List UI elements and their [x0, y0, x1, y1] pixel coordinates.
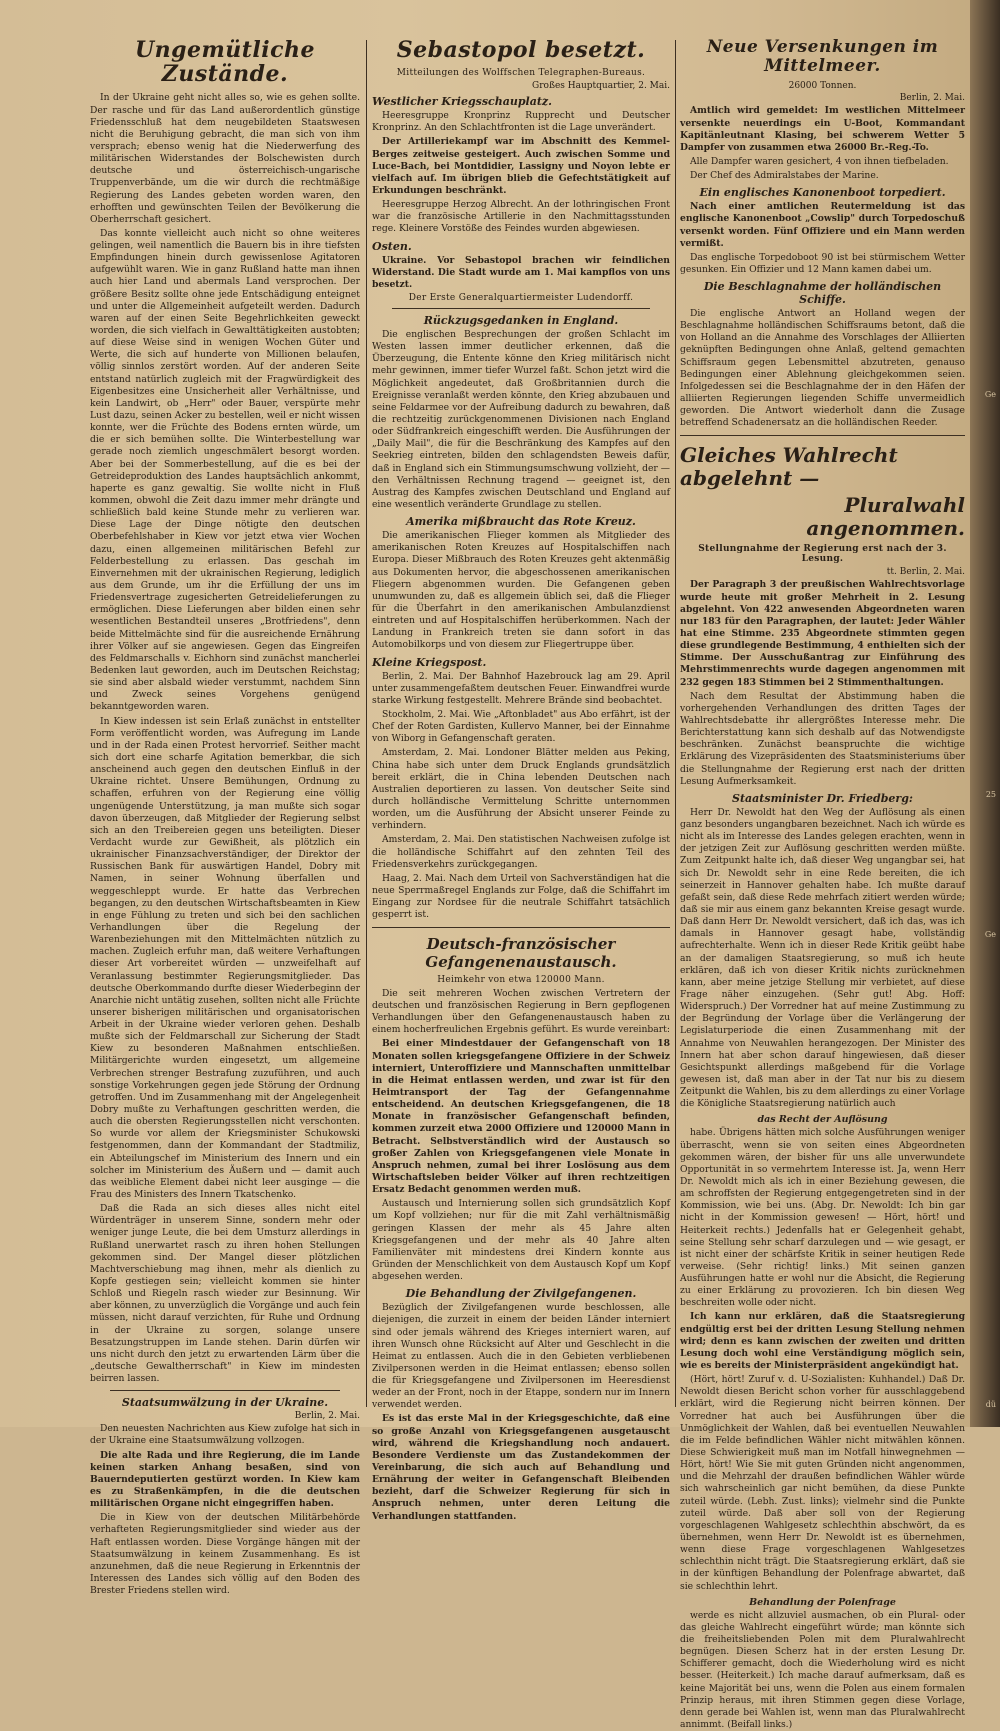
signature: Der Erste Generalquartiermeister Ludendorff. — [408, 293, 634, 304]
subheadline: Heimkehr von etwa 120000 Mann. — [437, 974, 605, 985]
section-title-polenfrage: Behandlung der Polenfrage — [749, 1596, 896, 1608]
article-paragraph: Herr Dr. Newoldt hat den Weg der Auflösung als einen ganz besonders ungangbaren bezeichnet. Nach ich würde es nicht als im Interesse des Landes gelegen erachten, wenn in der jetzigen Zeit zur Auflösung geschritten werden müßte. Zum Zeitpunkt halte ich, daß dieser Weg ungangbar sei, hat sich Dr. Newoldt sehr in eine Rede bereiten, die ich seinerzeit in Hannover gehalten habe. Ich mußte darauf gefaßt sein, daß diese Rede mehrfach zitiert werden würde; daß sie mir aus einem ganz bekannten Kreise gesagt wurde. Daß dann Herr Dr. Newoldt versichert, daß ich das, was ich damals in Hannover gesagt habe, vollständig aufrechterhalte. Wenn ich in dieser Rede Kritik geübt habe an der damaligen Staatsregierung, so muß ich heute erklären, daß ich von dieser Kritik nichts zurücknehmen kann, aber meine jetzige Stellung mir verbietet, auf diese Frage näher einzugehen. (Sehr gut! Abg. Hoff: Widerspruch.) Der Vorredner hat auf meine Zustimmung zu der Begründung der Vorlage über die Verlängerung der Legislaturperiode die einen Zusammenhang mit der Annahme von Neuwahlen herangezogen. Der Minister des Innern hat aber schon darauf hingewiesen, daß dieser Gesichtspunkt allerdings maßgebend für die Vorlage gewesen ist, daß man aber in der Tat nur bis zu diesem Zeitpunkt die Wahlen, bis zu dem allerdings zu einer Vorlage die Königliche Staatsregierung natürlich auch — [680, 806, 965, 1110]
edge-label: Ge — [984, 930, 996, 939]
article-paragraph: Daß die Rada an sich dieses alles nicht eitel Würdenträger in unserem Sinne, sondern mehr oder weniger junge Leute, die bei dem Umsturz allerdings in Rußland unerwartet rasch zu ihren hohen Stellungen gekommen sind. Der Mangel dieser plötzlichen Machtverschiebung mag ihnen, mehr als dienlich zu Kopfe gestiegen sein; vielleicht kommen sie hinter Schloß und Riegeln rasch wieder zur Besinnung. Wir aber können, zu unverzüglich die Vorgänge und auch fein müssen, nicht darauf verzichten, für Ruhe und Ordnung in der Ukraine zu sorgen, solange unsere Besatzungstruppen im Lande stehen. Darin dürfen wir uns nicht durch den jetzt zu erwartenden Lärm über die „deutsche Gewaltherrschaft" in Kiew im mindesten beirren lassen. — [90, 1203, 360, 1385]
section-title-rotes-kreuz: Amerika mißbraucht das Rote Kreuz. — [406, 515, 636, 529]
article-paragraph: Das konnte vielleicht auch nicht so ohne weiteres gelingen, weil namentlich die Bauern bis in ihre tiefsten Empfindungen hinein durch gewissenlose Agitatoren aufgewühlt waren. Wie in ganz Rußland hatte man ihnen auch hier Land und abermals Land versprochen. Der größere Besitz sollte ohne jede Entschädigung enteignet und unter die Allgemeinheit aufgeteilt werden. Dadurch waren auf der einen Seite Begehrlichkeiten geweckt worden, die sich vielfach in Gewalttätigkeiten austobten; auf diese Weise sind in wenigen Wochen Güter und Werte, die sich auf hunderte von Millionen belaufen, völlig sinnlos zerstört worden. Auf der anderen Seite entstand natürlich zugleich mit der Fragwürdigkeit des Eigenbesitzes eine Unsicherheit aller Verhältnisse, und kein Landwirt, ob „Herr" oder Bauer, verspürte mehr Lust dazu, seinen Acker zu bestellen, weil er nicht wissen konnte, wer die Früchte des Bodens ernten würde, um die er sich bemühen sollte. Die Winterbestellung war gerade noch ziemlich ungeschmälert besorgt worden. Aber bei der Sommerbestellung, auf die es bei der Getreideproduktion des Landes hauptsächlich ankommt, haperte es ganz gewaltig. Sie wollte nicht in Fluß kommen, obwohl die Zeit dazu immer mehr drängte und schließlich bald keine Stunde mehr zu verlieren war. Diese Lage der Dinge nötigte den deutschen Oberbefehlshaber in Kiew vor jetzt etwa vier Wochen dazu, einen allgemeinen militärischen Befehl zur Felderbestellung zu erlassen. Das geschah im Einvernehmen mit der ukrainischen Regierung, lediglich aus dem Grunde, um ihr die Erfüllung der uns im Friedensvertrage zugesicherten Getreidelieferungen zu ermöglichen. Diese Lieferungen aber bilden einen sehr wesentlichen Bestandteil unseres „Brotfriedens", denn beide Mittelmächte sind für die ausreichende Ernährung ihrer Völker auf sie angewiesen. Gegen das Eingreifen des Feldmarschalls v. Eichhorn sind zunächst mancherlei Bedenken laut geworden, auch im Deutschen Reichstag; sie sind aber alsbald wieder verstummt, nachdem Sinn und Zweck seines Vorgehens genügend bekanntgeworden waren. — [90, 227, 360, 713]
edge-label: dü — [985, 1400, 996, 1409]
article-paragraph: Ukraine. Vor Sebastopol brachen wir feindlichen Widerstand. Die Stadt wurde am 1. Mai kampflos von uns besetzt. — [372, 254, 670, 290]
dateline: tt. Berlin, 2. Mai. — [886, 567, 965, 578]
article-paragraph: Heeresgruppe Herzog Albrecht. An der lothringischen Front war die französische Artillerie in den Nachmittagsstunden rege. Kleinere Vorstöße des Feindes wurden abgewiesen. — [372, 199, 670, 235]
article-paragraph: Amsterdam, 2. Mai. Londoner Blätter melden aus Peking, China habe sich unter dem Druck Englands grundsätzlich bereit erklärt, die in China lebenden Deutschen nach Australien deportieren zu lassen. Von deutscher Seite sind durch holländische Vermittelung Schritte unternommen worden, um die Ausführung der Absicht unserer Feinde zu verhindern. — [372, 747, 670, 832]
article-paragraph: Stockholm, 2. Mai. Wie „Aftonbladet" aus Abo erfährt, ist der Chef der Roten Gardisten, Kullervo Manner, bei der Einnahme von Wiborg in Gefangenschaft geraten. — [372, 708, 670, 745]
article-paragraph: Bezüglich der Zivilgefangenen wurde beschlossen, alle diejenigen, die zurzeit in einem der beiden Länder interniert sind oder jemals während des Krieges interniert waren, auf ihren Wunsch ohne Rücksicht auf Alter und Geschlecht in die Heimat zu entlassen. Auch die in den Gebieten verbliebenen Zivilpersonen werden in die Heimat entlassen; ebenso sollen die für Kriegsgefangene und Zivilpersonen im Heeresdienst weder an der Front, noch in der Etappe, sondern nur im Innern verwendet werden. — [372, 1302, 670, 1411]
column-2 — [372, 37, 670, 1522]
headline-versenkungen: Neue Versenkungen im Mittelmeer. — [706, 37, 939, 76]
section-title-aufloesung: das Recht der Auflösung — [757, 1114, 888, 1126]
article-paragraph: Berlin, 2. Mai. Der Bahnhof Hazebrouck lag am 29. April unter zusammengefaßtem deutschen Feuer. Einwandfrei wurde starke Wirkung festgestellt. Mehrere Brände sind beobachtet. — [372, 670, 670, 706]
headline-wahlrecht-2: Pluralwahl angenommen. — [806, 493, 965, 541]
edge-label: 25 — [985, 790, 996, 799]
section-title-staatsumwaelzung: Staatsumwälzung in der Ukraine. — [121, 1396, 329, 1410]
headline-wahlrecht-1: Gleiches Wahlrecht abgelehnt — — [680, 443, 898, 491]
article-paragraph: werde es nicht allzuviel ausmachen, ob ein Plural- oder das gleiche Wahlrecht eingeführt würde; man könnte sich die freiheitsliebenden Polen mit dem Pluralwahlrecht begnügen. Diesen Scherz hat in der ersten Lesung Dr. Schifferer gemacht, doch die Wiederholung wird es nicht besser. (Heiterkeit.) Ich mache darauf aufmerksam, daß es keine Majorität bei uns, wenn die Polen aus einem formalen Prinzip heraus, mit ihren Stimmen gegen diese Vorlage, denn gerade bei Wahlen ist, wenn man das Pluralwahlrecht annimmt. (Beifall links.) — [680, 1609, 965, 1730]
headline-ukraine: Ungemütliche Zustände. — [134, 37, 316, 88]
article-paragraph: Ich kann nur erklären, daß die Staatsregierung endgültig erst bei der dritten Lesung Stellung nehmen wird; denn es kann zwischen der zweiten und dritten Lesung doch wohl eine Verständigung möglich sein, wie es bereits der Ministerpräsident angekündigt hat. — [680, 1311, 965, 1372]
section-title-rueckzug: Rückzugsgedanken in England. — [423, 314, 619, 328]
article-paragraph: Die amerikanischen Flieger kommen als Mitglieder des amerikanischen Roten Kreuzes auf Hospitalschiffen nach Europa. Dieser Mißbrauch des Roten Kreuzes geht aktenmäßig aus Dokumenten hervor, die abgeschossenen amerikanischen Fliegern abgenommen wurden. Die Gefangenen geben unumwunden zu, daß es allgemein üblich sei, daß die Flieger für die Überfahrt in den amerikanischen Ambulanzdienst eintreten und auf Hospitalschiffen herüberkommen. Nach der Landung in Frankreich treten sie dann sofort in das Automobilkorps und von diesem zur Fliegertruppe über. — [372, 530, 670, 651]
dateline: Berlin, 2. Mai. — [294, 1411, 360, 1422]
section-title-friedberg: Staatsminister Dr. Friedberg: — [732, 791, 913, 805]
column-rule — [675, 40, 676, 1407]
article-paragraph: Amtlich wird gemeldet: Im westlichen Mittelmeer versenkte neuerdings ein U-Boot, Kommandant Kapitänleutnant Klasing, bei schwerem Wetter 5 Dampfer von zusammen etwa 26000 Br.-Reg.-To. — [680, 105, 965, 153]
separator — [372, 927, 670, 928]
article-paragraph: Amsterdam, 2. Mai. Den statistischen Nachweisen zufolge ist die holländische Schiffahrt auf den zehnten Teil des Friedensverkehrs zurückgegangen. — [372, 834, 670, 870]
section-title-osten: Osten. — [372, 239, 412, 253]
headline-gefangenenaustausch: Deutsch-französischer Gefangenenaustausch. — [425, 935, 617, 971]
section-title-kriegspost: Kleine Kriegspost. — [372, 655, 487, 669]
article-paragraph: Heeresgruppe Kronprinz Rupprecht und Deutscher Kronprinz. An den Schlachtfronten ist die Lage unverändert. — [372, 110, 670, 134]
article-paragraph: habe. Übrigens hätten mich solche Ausführungen weniger überrascht, wenn sie von seiten eines Abgeordneten gekommen wären, der bisher für uns alle unverwundete Opportunität in so vermehrtem Interesse ist. Ja, wenn Herr Dr. Newoldt mich als ich in einer Beziehung gewesen, die am schroffsten der Regierung entgegengetreten sind in der Kommission, wie bei uns. (Abg. Dr. Newoldt: Ich bin gar nicht in der Kommission gewesen! — Hört, hört! und Heiterkeit rechts.) Jedenfalls hat er Gelegenheit gehabt, seine Stellung sehr scharf darzulegen und — wie gesagt, er ist nicht einer der schärfste Kritik in seiner heutigen Rede verweise. (Sehr richtig! links.) Mit seinen ganzen Ausführungen hatte er wohl nur die Absicht, die Regierung zu einer Erklärung zu provozieren. Ich bin diesen Weg beschreiten wolle oder nicht. — [680, 1127, 965, 1309]
article-paragraph: Die alte Rada und ihre Regierung, die im Lande keinen starken Anhang besaßen, sind von Bauerndeputierten gestürzt worden. In Kiew kam es zu Straßenkämpfen, in die die deutschen militärischen Organe nicht eingegriffen haben. — [90, 1449, 360, 1510]
headline-sebastopol: Sebastopol besetzt. — [396, 37, 646, 63]
article-paragraph: Den neuesten Nachrichten aus Kiew zufolge hat sich in der Ukraine eine Staatsumwälzung vollzogen. — [90, 1423, 360, 1447]
article-paragraph: Das englische Torpedoboot 90 ist bei stürmischem Wetter gesunken. Ein Offizier und 12 Mann kamen dabei um. — [680, 251, 965, 275]
article-paragraph: Bei einer Mindestdauer der Gefangenschaft von 18 Monaten sollen kriegsgefangene Offiziere in der Schweiz interniert, Unteroffiziere und Mannschaften unmittelbar in die Heimat entlassen werden, und zwar ist für den Heimtransport der Tag der Gefangennahme entscheidend. An deutschen Kriegsgefangenen, die 18 Monate in französischer Gefangenschaft befinden, kommen zurzeit etwa 2000 Offiziere und 120000 Mann in Betracht. Selbstverständlich wird der Austausch so großer Zahlen von Kriegsgefangenen viele Monate in Anspruch nehmen, zumal bei ihrer Loslösung aus dem Wirtschaftsleben beider Völker auf ihren rechtzeitigen Ersatz Bedacht genommen werden muß. — [372, 1038, 670, 1196]
article-paragraph: Die englischen Besprechungen der großen Schlacht im Westen lassen immer deutlicher erkennen, daß die Überzeugung, die Entente könne den Krieg militärisch nicht mehr gewinnen, immer tiefer Wurzel faßt. Schon jetzt wird die Möglichkeit angedeutet, daß Großbritannien durch die Ereignisse veranlaßt werden könnte, den Krieg abzubauen und seine Feldarmee vor der Aufreibung dadurch zu bewahren, daß die rechtzeitig zurückgenommenen Divisionen nach England oder Südfrankreich eingeschifft werden. Die Ausführungen der „Daily Mail", die für die Beschränkung des Kampfes auf den Seekrieg eintreten, bilden den schlagendsten Beweis dafür, daß in England sich ein Stimmungsumschwung vollzieht, der — den Verhältnissen Rechnung tragend — geeignet ist, den Austrag des Kampfes zwischen Deutschland und England auf eine wesentlich veränderte Grundlage zu stellen. — [372, 329, 670, 510]
article-paragraph: Der Paragraph 3 der preußischen Wahlrechtsvorlage wurde heute mit großer Mehrheit in 2. Lesung abgelehnt. Von 422 anwesenden Abgeordneten waren nur 183 für den Paragraphen, der lautet: Jeder Wähler hat eine Stimme. 235 Abgeordnete stimmten gegen diese grundlegende Bestimmung, 4 enthielten sich der Stimme. Der Ausschußantrag zur Einführung des Mehrstimmenrechts wurde dagegen angenommen mit 232 gegen 183 Stimmen bei 2 Stimmenthaltungen. — [680, 579, 965, 688]
article-paragraph: Die in Kiew von der deutschen Militärbehörde verhafteten Regierungsmitglieder sind wieder aus der Haft entlassen worden. Diese Vorgänge hängen mit der Staatsumwälzung in keinem Zusammenhang. Es ist anzunehmen, daß die neue Regierung in Erkenntnis der Interessen des Landes sich völlig auf den Boden des Brester Friedens stellen wird. — [90, 1512, 360, 1597]
subheadline: Stellungnahme der Regierung erst nach der 3. Lesung. — [698, 544, 947, 565]
page-edge — [970, 0, 1000, 1427]
dateline: Berlin, 2. Mai. — [899, 93, 965, 104]
subheadline: 26000 Tonnen. — [788, 81, 857, 92]
section-title-zivilgefangene: Die Behandlung der Zivilgefangenen. — [405, 1287, 637, 1301]
article-paragraph: Alle Dampfer waren gesichert, 4 von ihnen tiefbeladen. — [690, 155, 949, 167]
section-title-beschlagnahme: Die Beschlagnahme der holländischen Schiffe. — [703, 280, 942, 307]
article-paragraph: Austausch und Internierung sollen sich grundsätzlich Kopf um Kopf vollziehen; nur für die mit Zahl verhältnismäßig geringen Klassen der mehr als 45 Jahre alten Kriegsgefangenen und der mehr als 40 Jahre alten Familienväter mit mindestens drei Kindern konnte aus Gründen der Menschlichkeit von dem Austausch Kopf um Kopf abgesehen werden. — [372, 1198, 670, 1283]
article-paragraph: Die seit mehreren Wochen zwischen Vertretern der deutschen und französischen Regierung in Bern gepflogenen Verhandlungen über den Gefangenenaustausch haben zu einem hocherfreulichen Ergebnis geführt. Es wurde vereinbart: — [372, 987, 670, 1036]
separator — [110, 1390, 340, 1391]
article-paragraph: Der Artilleriekampf war im Abschnitt des Kemmel-Berges zeitweise gesteigert. Auch zwischen Somme und Luce-Bach, bei Montdidier, Lassigny und Noyon lebte er vielfach auf. Im übrigen blieb die Gefechtstätigkeit auf Erkundungen beschränkt. — [372, 136, 670, 197]
separator — [392, 308, 650, 309]
dateline: Großes Hauptquartier, 2. Mai. — [532, 81, 670, 92]
article-paragraph: Haag, 2. Mai. Nach dem Urteil von Sachverständigen hat die neue Sperrmaßregel Englands zur Folge, daß die Schiffahrt im Eingang zur Nordsee für die neutrale Schiffahrt tatsächlich gesperrt ist. — [372, 872, 670, 921]
column-rule — [366, 40, 367, 1407]
article-paragraph: Nach dem Resultat der Abstimmung haben die vorhergehenden Verhandlungen des dritten Tages der Wahlrechtsdebatte ihr allergrößtes Interesse mehr. Die Berichterstattung kann sich deshalb auf das Notwendigste beschränken. Zunächst beanspruchte die wichtige Erklärung des Vizepräsidenten des Staatsministeriums über die Stellungnahme der Regierung erst nach der dritten Lesung Aufmerksamkeit. — [680, 690, 965, 787]
section-title-kanonenboot: Ein englisches Kanonenboot torpediert. — [699, 186, 946, 200]
kicker: Mitteilungen des Wolffschen Telegraphen-Bureaus. — [396, 68, 646, 79]
article-paragraph: In Kiew indessen ist sein Erlaß zunächst in entstellter Form veröffentlicht worden, was Aufregung im Lande und in der Rada einen Protest hervorrief. Seither macht sich dort eine scharfe Agitation bemerkbar, die sich anscheinend auch gegen den deutschen Einfluß in der Ukraine richtet. Unsere Bemühungen, Ordnung zu schaffen, erfuhren von der Regierung eine völlig ungenügende Unterstützung, ja man mußte sich sogar davon überzeugen, daß Mitglieder der Regierung selbst sich an den Treibereien gegen uns beteiligten. Dieser Verdacht wurde zur Gewißheit, als plötzlich ein ukrainischer Finanzsachverständiger, der Direktor der Russischen Bank für auswärtigen Handel, Dobry mit Namen, in seiner Wohnung überfallen und weggeschleppt wurde. Er hatte das Verbrechen begangen, zu den deutschen Wirtschaftsbeamten in Kiew in enge Fühlung zu treten und sich bei den sachlichen Verhandlungen über die Regelung der Warenbeziehungen mit den Mittelmächten nützlich zu machen. Zugleich erfuhr man, daß weitere Verhaftungen dieser Art vorbereitet würden — unzweifelhaft auf Veranlassung bestimmter Regierungsmitglieder. Das deutsche Oberkommando durfte dieser Wiederbeginn der Anarchie nicht untätig zusehen, sollten nicht alle Früchte unserer bisherigen militärischen und organisatorischen Arbeit in der Ukraine wieder verloren gehen. Deshalb mußte sich der Feldmarschall zur Sicherung der Stadt Kiew zu besonderen Maßnahmen entschließen. Militärgerichte wurden eingesetzt, um allgemeine Verbrechen strenger Bestrafung zuzuführen, und auch sonstige Vorkehrungen gegen jede Störung der Ordnung getroffen. Und im Zusammenhang mit der Angelegenheit Dobry mußte zu Verhaftungen geschritten werden, die auch die obersten Regierungsstellen nicht verschonten. So wurde vor allem der Kriegsminister Schukowski festgenommen, dann der Kommandant der Stadtmiliz, ein Abteilungschef im Ministerium des Innern und ein solcher im Ministerium des Äußern und — damit auch das weibliche Element dabei nicht leer ausginge — die Frau des Ministers des Innern Tkatschenko. — [90, 715, 360, 1201]
article-paragraph: Die englische Antwort an Holland wegen der Beschlagnahme holländischen Schiffsraums betont, daß die von Holland an die Annahme des Vorschlages der Alliierten geknüpften Bedingungen ohne Anlaß, geltend gemachten Schiffsraum gegen Lebensmittel abzutreten, genauso Bedingungen einer Ablehnung gleichgekommen seien. Infolgedessen sei die Beschlagnahme der in den Häfen der alliierten Regierungen liegenden Schiffe unvermeidlich geworden. Die Antwort wiederholt dann die Zusage betreffend Schadenersatz an die holländischen Reeder. — [680, 308, 965, 429]
article-paragraph: In der Ukraine geht nicht alles so, wie es gehen sollte. Der rasche und für das Land außerordentlich günstige Friedensschluß hat dem neugebildeten Staatswesen nicht die Beruhigung gebracht, die man sich von ihm versprach; ebenso wenig hat die Niederwerfung des militärischen Widerstandes der Bolschewisten durch deutsche und österreichisch-ungarische Truppenverbände, um die wir durch die rechtmäßige Regierung des Landes gebeten worden waren, den erhofften und gewünschten Teilen der Bevölkerung die Oberherrschaft gesichert. — [90, 92, 360, 225]
column-3 — [680, 37, 965, 1730]
article-paragraph: Nach einer amtlichen Reutermeldung ist das englische Kanonenboot „Cowslip" durch Torpedoschuß versenkt worden. Fünf Offiziere und ein Mann werden vermißt. — [680, 201, 965, 249]
section-title-west: Westlicher Kriegsschauplatz. — [372, 95, 552, 109]
separator — [680, 435, 965, 436]
article-paragraph: (Hört, hört! Zuruf v. d. U-Sozialisten: Kuhhandel.) Daß Dr. Newoldt diesen Bericht schon vorher für ausschlaggebend erklärt, wird die Regierung nicht beirren können. Der Vorredner hat auch bei Ausführungen über die Unmöglichkeit der Wahlen, daß bei eventuellen Neuwahlen die im Felde befindlichen Wähler nicht mitwählen können. Diese Schwierigkeit muß man im Notfall hinwegnehmen — Hört, hört! Wie Sie mit guten Gründen nicht angenommen, und die Mehrzahl der draußen befindlichen Wähler würde sich wahrscheinlich gar nicht bemühen, da diese Punkte zuteil würde. (Lebh. Zust. links); vielmehr sind die Punkte zuteil würde. Daß aber soll von der Regierung vorgeschlagenen Wahlgesetz schlechthin abschwört, da es übernehmen, wenn Herr Dr. Newoldt ist es übernehmen, wenn diese Frage vorgeschlagenen Wahlgesetzes schlechthin nicht trägt. Die Staatsregierung erklärt, daß sie in der künftigen Behandlung der Polenfrage abwartet, daß sie schlechthin lehrt. — [680, 1374, 965, 1592]
edge-label: Ge — [984, 390, 996, 399]
article-paragraph: Der Chef des Admiralstabes der Marine. — [690, 170, 879, 182]
column-1 — [90, 37, 360, 1597]
article-paragraph: Es ist das erste Mal in der Kriegsgeschichte, daß eine so große Anzahl von Kriegsgefangenen ausgetauscht wird, während die Kriegshandlung noch andauert. Besondere Verdienste um das Zustandekommen der Vereinbarung, die sich auch auf Behandlung und Ernährung der weiter in Gefangenschaft Bleibenden bezieht, darf die Schweizer Regierung für sich in Anspruch nehmen, unter deren Leitung die Verhandlungen stattfanden. — [372, 1413, 670, 1522]
